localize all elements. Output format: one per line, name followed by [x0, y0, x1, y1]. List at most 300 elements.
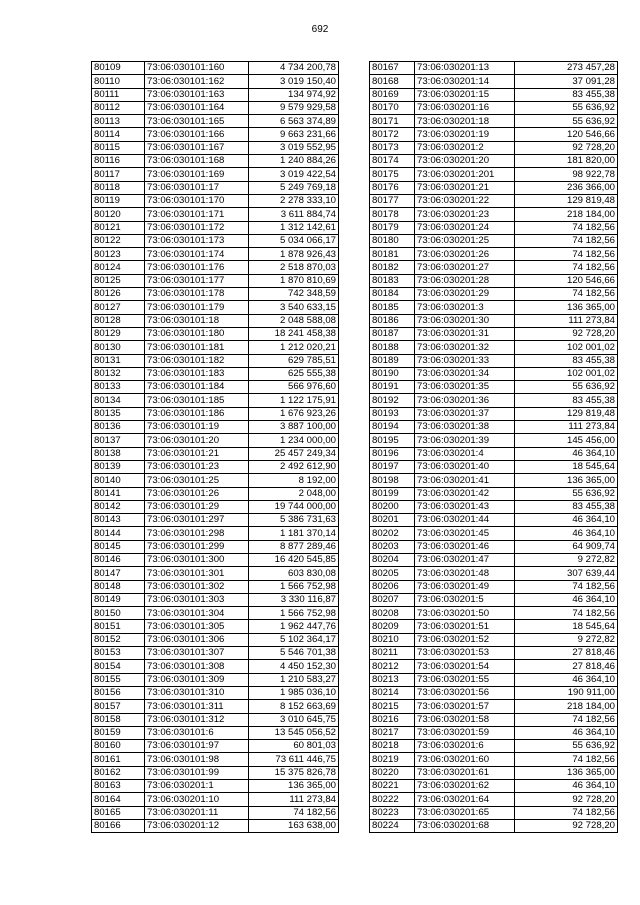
table-row [370, 447, 618, 460]
table-row [92, 314, 339, 327]
row-number-cell: 80222 [370, 793, 415, 806]
table-row [92, 354, 339, 367]
row-number-cell: 80210 [370, 633, 415, 646]
row-number-cell: 80175 [370, 168, 415, 181]
cadastral-number-cell: 73:06:030101:311 [145, 700, 249, 713]
row-number-cell: 80168 [370, 75, 415, 88]
cadastral-number-cell: 73:06:030101:298 [145, 527, 249, 540]
cadastral-number-cell: 73:06:030201:46 [415, 540, 515, 553]
row-number-cell: 80150 [92, 607, 145, 620]
value-cell: 136 365,00 [515, 474, 618, 487]
row-number-cell: 80126 [92, 288, 145, 301]
table-row [92, 487, 339, 500]
cadastral-number-cell: 73:06:030201:6 [415, 740, 515, 753]
cadastral-number-cell: 73:06:030201:50 [415, 607, 515, 620]
row-number-cell: 80170 [370, 101, 415, 114]
row-number-cell: 80142 [92, 500, 145, 513]
cadastral-number-cell: 73:06:030201:51 [415, 620, 515, 633]
row-number-cell: 80124 [92, 261, 145, 274]
cadastral-number-cell: 73:06:030201:18 [415, 115, 515, 128]
cadastral-number-cell: 73:06:030101:300 [145, 553, 249, 566]
table-row [92, 673, 339, 686]
row-number-cell: 80172 [370, 128, 415, 141]
value-cell: 55 636,92 [515, 381, 618, 394]
row-number-cell: 80223 [370, 806, 415, 819]
row-number-cell: 80138 [92, 447, 145, 460]
cadastral-number-cell: 73:06:030201:20 [415, 155, 515, 168]
table-row [92, 101, 339, 114]
table-row [92, 248, 339, 261]
table-row [370, 274, 618, 287]
cadastral-number-cell: 73:06:030201:12 [145, 819, 249, 832]
table-row [92, 367, 339, 380]
cadastral-number-cell: 73:06:030201:14 [415, 75, 515, 88]
row-number-cell: 80215 [370, 700, 415, 713]
value-cell: 27 818,46 [515, 660, 618, 673]
table-row [370, 474, 618, 487]
table-row [370, 314, 618, 327]
table-row [370, 806, 618, 819]
row-number-cell: 80216 [370, 713, 415, 726]
value-cell: 120 546,66 [515, 128, 618, 141]
value-cell: 16 420 545,85 [249, 553, 339, 566]
cadastral-number-cell: 73:06:030201:15 [415, 88, 515, 101]
cadastral-number-cell: 73:06:030201:35 [415, 381, 515, 394]
value-cell: 74 182,56 [249, 806, 339, 819]
value-cell: 3 611 884,74 [249, 208, 339, 221]
table-row [92, 221, 339, 234]
table-row [370, 141, 618, 154]
cadastral-number-cell: 73:06:030201:29 [415, 288, 515, 301]
row-number-cell: 80136 [92, 421, 145, 434]
cadastral-number-cell: 73:06:030201:58 [415, 713, 515, 726]
cadastral-number-cell: 73:06:030201:4 [415, 447, 515, 460]
value-cell: 8 192,00 [249, 474, 339, 487]
value-cell: 9 579 929,58 [249, 101, 339, 114]
value-cell: 64 909,74 [515, 540, 618, 553]
table-row [370, 421, 618, 434]
row-number-cell: 80187 [370, 327, 415, 340]
page-number: 692 [311, 24, 329, 35]
cadastral-number-cell: 73:06:030101:299 [145, 540, 249, 553]
row-number-cell: 80177 [370, 194, 415, 207]
value-cell: 1 312 142,61 [249, 221, 339, 234]
row-number-cell: 80197 [370, 460, 415, 473]
row-number-cell: 80122 [92, 234, 145, 247]
row-number-cell: 80115 [92, 141, 145, 154]
cadastral-number-cell: 73:06:030201:23 [415, 208, 515, 221]
cadastral-number-cell: 73:06:030201:40 [415, 460, 515, 473]
table-row [92, 115, 339, 128]
value-cell: 218 184,00 [515, 208, 618, 221]
table-row [92, 580, 339, 593]
cadastral-number-cell: 73:06:030201:39 [415, 434, 515, 447]
value-cell: 136 365,00 [515, 301, 618, 314]
table-row [370, 341, 618, 354]
table-row [370, 181, 618, 194]
table-row [370, 527, 618, 540]
table-row [370, 381, 618, 394]
cadastral-number-cell: 73:06:030201:5 [415, 593, 515, 606]
value-cell: 5 034 066,17 [249, 234, 339, 247]
cadastral-number-cell: 73:06:030101:26 [145, 487, 249, 500]
table-row [92, 274, 339, 287]
value-cell: 5 102 364,17 [249, 633, 339, 646]
cadastral-number-cell: 73:06:030201:57 [415, 700, 515, 713]
table-row [370, 288, 618, 301]
table-row [92, 540, 339, 553]
cadastral-number-cell: 73:06:030101:181 [145, 341, 249, 354]
value-cell: 1 210 583,27 [249, 673, 339, 686]
row-number-cell: 80110 [92, 75, 145, 88]
table-row [92, 607, 339, 620]
value-cell: 9 272,82 [515, 553, 618, 566]
table-row [370, 500, 618, 513]
cadastral-number-cell: 73:06:030101:310 [145, 686, 249, 699]
row-number-cell: 80183 [370, 274, 415, 287]
cadastral-number-cell: 73:06:030201:49 [415, 580, 515, 593]
table-row [92, 713, 339, 726]
cadastral-number-cell: 73:06:030201:64 [415, 793, 515, 806]
table-row [370, 514, 618, 527]
table-row [92, 500, 339, 513]
row-number-cell: 80145 [92, 540, 145, 553]
value-cell: 92 728,20 [515, 327, 618, 340]
cadastral-number-cell: 73:06:030101:29 [145, 500, 249, 513]
cadastral-number-cell: 73:06:030201:21 [415, 181, 515, 194]
cadastral-number-cell: 73:06:030201:44 [415, 514, 515, 527]
cadastral-number-cell: 73:06:030101:308 [145, 660, 249, 673]
cadastral-number-cell: 73:06:030101:309 [145, 673, 249, 686]
table-row [92, 62, 339, 75]
row-number-cell: 80191 [370, 381, 415, 394]
value-cell: 74 182,56 [515, 607, 618, 620]
table-row [370, 155, 618, 168]
row-number-cell: 80148 [92, 580, 145, 593]
table-row [92, 726, 339, 739]
table-row [370, 580, 618, 593]
value-cell: 55 636,92 [515, 101, 618, 114]
table-row [370, 540, 618, 553]
table-row [92, 660, 339, 673]
row-number-cell: 80135 [92, 407, 145, 420]
cadastral-number-cell: 73:06:030201:42 [415, 487, 515, 500]
value-cell: 8 152 663,69 [249, 700, 339, 713]
value-cell: 3 019 150,40 [249, 75, 339, 88]
row-number-cell: 80159 [92, 726, 145, 739]
value-cell: 181 820,00 [515, 155, 618, 168]
cadastral-number-cell: 73:06:030101:166 [145, 128, 249, 141]
cadastral-number-cell: 73:06:030201:30 [415, 314, 515, 327]
value-cell: 55 636,92 [515, 115, 618, 128]
row-number-cell: 80186 [370, 314, 415, 327]
value-cell: 742 348,59 [249, 288, 339, 301]
row-number-cell: 80137 [92, 434, 145, 447]
row-number-cell: 80131 [92, 354, 145, 367]
table-row [92, 686, 339, 699]
value-cell: 98 922,78 [515, 168, 618, 181]
value-cell: 46 364,10 [515, 593, 618, 606]
table-row [92, 593, 339, 606]
row-number-cell: 80149 [92, 593, 145, 606]
value-cell: 603 830,08 [249, 567, 339, 580]
row-number-cell: 80141 [92, 487, 145, 500]
value-cell: 83 455,38 [515, 354, 618, 367]
value-cell: 4 450 152,30 [249, 660, 339, 673]
cadastral-number-cell: 73:06:030101:185 [145, 394, 249, 407]
row-number-cell: 80199 [370, 487, 415, 500]
table-row [370, 354, 618, 367]
row-number-cell: 80181 [370, 248, 415, 261]
row-number-cell: 80221 [370, 780, 415, 793]
value-cell: 1 181 370,14 [249, 527, 339, 540]
cadastral-number-cell: 73:06:030201:24 [415, 221, 515, 234]
value-cell: 46 364,10 [515, 673, 618, 686]
value-cell: 136 365,00 [249, 780, 339, 793]
row-number-cell: 80171 [370, 115, 415, 128]
table-row [92, 208, 339, 221]
row-number-cell: 80146 [92, 553, 145, 566]
row-number-cell: 80157 [92, 700, 145, 713]
table-row [370, 88, 618, 101]
cadastral-number-cell: 73:06:030201:32 [415, 341, 515, 354]
table-row [370, 208, 618, 221]
cadastral-number-cell: 73:06:030101:304 [145, 607, 249, 620]
value-cell: 1 962 447,76 [249, 620, 339, 633]
value-cell: 2 492 612,90 [249, 460, 339, 473]
table-row [92, 647, 339, 660]
value-cell: 5 386 731,63 [249, 514, 339, 527]
table-row [92, 620, 339, 633]
value-cell: 18 241 458,38 [249, 327, 339, 340]
value-cell: 1 878 926,43 [249, 248, 339, 261]
cadastral-number-cell: 73:06:030101:301 [145, 567, 249, 580]
row-number-cell: 80184 [370, 288, 415, 301]
row-number-cell: 80217 [370, 726, 415, 739]
table-row [92, 434, 339, 447]
row-number-cell: 80211 [370, 647, 415, 660]
value-cell: 92 728,20 [515, 819, 618, 832]
cadastral-number-cell: 73:06:030201:16 [415, 101, 515, 114]
value-cell: 629 785,51 [249, 354, 339, 367]
row-number-cell: 80166 [92, 819, 145, 832]
cadastral-number-cell: 73:06:030101:17 [145, 181, 249, 194]
value-cell: 5 249 769,18 [249, 181, 339, 194]
value-cell: 74 182,56 [515, 234, 618, 247]
value-cell: 1 240 884,26 [249, 155, 339, 168]
table-row [92, 88, 339, 101]
row-number-cell: 80196 [370, 447, 415, 460]
table-row [370, 115, 618, 128]
cadastral-number-cell: 73:06:030101:176 [145, 261, 249, 274]
value-cell: 625 555,38 [249, 367, 339, 380]
cadastral-number-cell: 73:06:030101:177 [145, 274, 249, 287]
table-row [370, 753, 618, 766]
value-cell: 37 091,28 [515, 75, 618, 88]
row-number-cell: 80139 [92, 460, 145, 473]
cadastral-number-cell: 73:06:030101:6 [145, 726, 249, 739]
cadastral-number-cell: 73:06:030101:165 [145, 115, 249, 128]
table-row [370, 62, 618, 75]
value-cell: 46 364,10 [515, 780, 618, 793]
table-row [92, 447, 339, 460]
cadastral-number-cell: 73:06:030201:47 [415, 553, 515, 566]
value-cell: 1 985 036,10 [249, 686, 339, 699]
row-number-cell: 80182 [370, 261, 415, 274]
row-number-cell: 80193 [370, 407, 415, 420]
row-number-cell: 80151 [92, 620, 145, 633]
table-row [92, 181, 339, 194]
value-cell: 73 611 446,75 [249, 753, 339, 766]
value-cell: 102 001,02 [515, 367, 618, 380]
table-row [370, 367, 618, 380]
cadastral-number-cell: 73:06:030201:22 [415, 194, 515, 207]
row-number-cell: 80176 [370, 181, 415, 194]
table-row [370, 221, 618, 234]
row-number-cell: 80160 [92, 740, 145, 753]
table-row [370, 633, 618, 646]
row-number-cell: 80128 [92, 314, 145, 327]
table-row [92, 527, 339, 540]
cadastral-number-cell: 73:06:030201:48 [415, 567, 515, 580]
value-cell: 566 976,60 [249, 381, 339, 394]
cadastral-number-cell: 73:06:030201:3 [415, 301, 515, 314]
row-number-cell: 80224 [370, 819, 415, 832]
cadastral-number-cell: 73:06:030101:98 [145, 753, 249, 766]
value-cell: 46 364,10 [515, 527, 618, 540]
table-row [370, 740, 618, 753]
row-number-cell: 80164 [92, 793, 145, 806]
value-cell: 1 870 810,69 [249, 274, 339, 287]
cadastral-number-cell: 73:06:030101:184 [145, 381, 249, 394]
table-row [92, 301, 339, 314]
table-row [370, 713, 618, 726]
value-cell: 129 819,48 [515, 194, 618, 207]
value-cell: 15 375 826,78 [249, 766, 339, 779]
table-row [92, 194, 339, 207]
row-number-cell: 80153 [92, 647, 145, 660]
table-row [92, 766, 339, 779]
cadastral-number-cell: 73:06:030201:62 [415, 780, 515, 793]
table-row [92, 341, 339, 354]
row-number-cell: 80169 [370, 88, 415, 101]
table-row [92, 633, 339, 646]
table-row [92, 780, 339, 793]
row-number-cell: 80112 [92, 101, 145, 114]
table-row [92, 793, 339, 806]
value-cell: 9 272,82 [515, 633, 618, 646]
table-row [370, 553, 618, 566]
cadastral-number-cell: 73:06:030101:172 [145, 221, 249, 234]
value-cell: 74 182,56 [515, 288, 618, 301]
table-row [370, 766, 618, 779]
table-row [370, 607, 618, 620]
row-number-cell: 80109 [92, 62, 145, 75]
table-row [370, 261, 618, 274]
value-cell: 134 974,92 [249, 88, 339, 101]
value-cell: 4 734 200,78 [249, 62, 339, 75]
table-row [370, 660, 618, 673]
table-row [92, 128, 339, 141]
row-number-cell: 80121 [92, 221, 145, 234]
row-number-cell: 80178 [370, 208, 415, 221]
cadastral-number-cell: 73:06:030101:183 [145, 367, 249, 380]
cadastral-number-cell: 73:06:030101:168 [145, 155, 249, 168]
cadastral-number-cell: 73:06:030201:38 [415, 421, 515, 434]
table-row [370, 394, 618, 407]
cadastral-number-cell: 73:06:030101:20 [145, 434, 249, 447]
cadastral-number-cell: 73:06:030101:167 [145, 141, 249, 154]
value-cell: 9 663 231,66 [249, 128, 339, 141]
row-number-cell: 80147 [92, 567, 145, 580]
row-number-cell: 80125 [92, 274, 145, 287]
cadastral-number-cell: 73:06:030201:10 [145, 793, 249, 806]
row-number-cell: 80119 [92, 194, 145, 207]
row-number-cell: 80173 [370, 141, 415, 154]
cadastral-number-cell: 73:06:030201:11 [145, 806, 249, 819]
row-number-cell: 80114 [92, 128, 145, 141]
table-row [370, 168, 618, 181]
value-cell: 3 019 422,54 [249, 168, 339, 181]
row-number-cell: 80113 [92, 115, 145, 128]
row-number-cell: 80205 [370, 567, 415, 580]
row-number-cell: 80155 [92, 673, 145, 686]
cadastral-number-cell: 73:06:030101:179 [145, 301, 249, 314]
value-cell: 19 744 000,00 [249, 500, 339, 513]
value-cell: 74 182,56 [515, 248, 618, 261]
value-cell: 2 048 588,08 [249, 314, 339, 327]
cadastral-number-cell: 73:06:030101:160 [145, 62, 249, 75]
table-row [370, 780, 618, 793]
table-row [92, 514, 339, 527]
table-row [370, 460, 618, 473]
cadastral-number-cell: 73:06:030201:33 [415, 354, 515, 367]
value-cell: 1 566 752,98 [249, 607, 339, 620]
cadastral-number-cell: 73:06:030201:25 [415, 234, 515, 247]
cadastral-number-cell: 73:06:030201:34 [415, 367, 515, 380]
row-number-cell: 80202 [370, 527, 415, 540]
value-cell: 92 728,20 [515, 141, 618, 154]
cadastral-number-cell: 73:06:030101:178 [145, 288, 249, 301]
value-cell: 145 456,00 [515, 434, 618, 447]
value-cell: 3 330 116,87 [249, 593, 339, 606]
cadastral-number-cell: 73:06:030201:61 [415, 766, 515, 779]
cadastral-number-cell: 73:06:030101:163 [145, 88, 249, 101]
cadastral-number-cell: 73:06:030201:45 [415, 527, 515, 540]
row-number-cell: 80129 [92, 327, 145, 340]
value-cell: 1 122 175,91 [249, 394, 339, 407]
table-row [370, 620, 618, 633]
table-row [370, 407, 618, 420]
table-row [92, 474, 339, 487]
row-number-cell: 80194 [370, 421, 415, 434]
cadastral-number-cell: 73:06:030101:182 [145, 354, 249, 367]
row-number-cell: 80179 [370, 221, 415, 234]
row-number-cell: 80212 [370, 660, 415, 673]
row-number-cell: 80130 [92, 341, 145, 354]
value-cell: 111 273,84 [515, 421, 618, 434]
row-number-cell: 80127 [92, 301, 145, 314]
table-row [92, 168, 339, 181]
table-row [92, 700, 339, 713]
value-cell: 74 182,56 [515, 261, 618, 274]
row-number-cell: 80213 [370, 673, 415, 686]
value-cell: 60 801,03 [249, 740, 339, 753]
row-number-cell: 80152 [92, 633, 145, 646]
cadastral-number-cell: 73:06:030201:201 [415, 168, 515, 181]
cadastral-number-cell: 73:06:030201:37 [415, 407, 515, 420]
table-row [92, 553, 339, 566]
